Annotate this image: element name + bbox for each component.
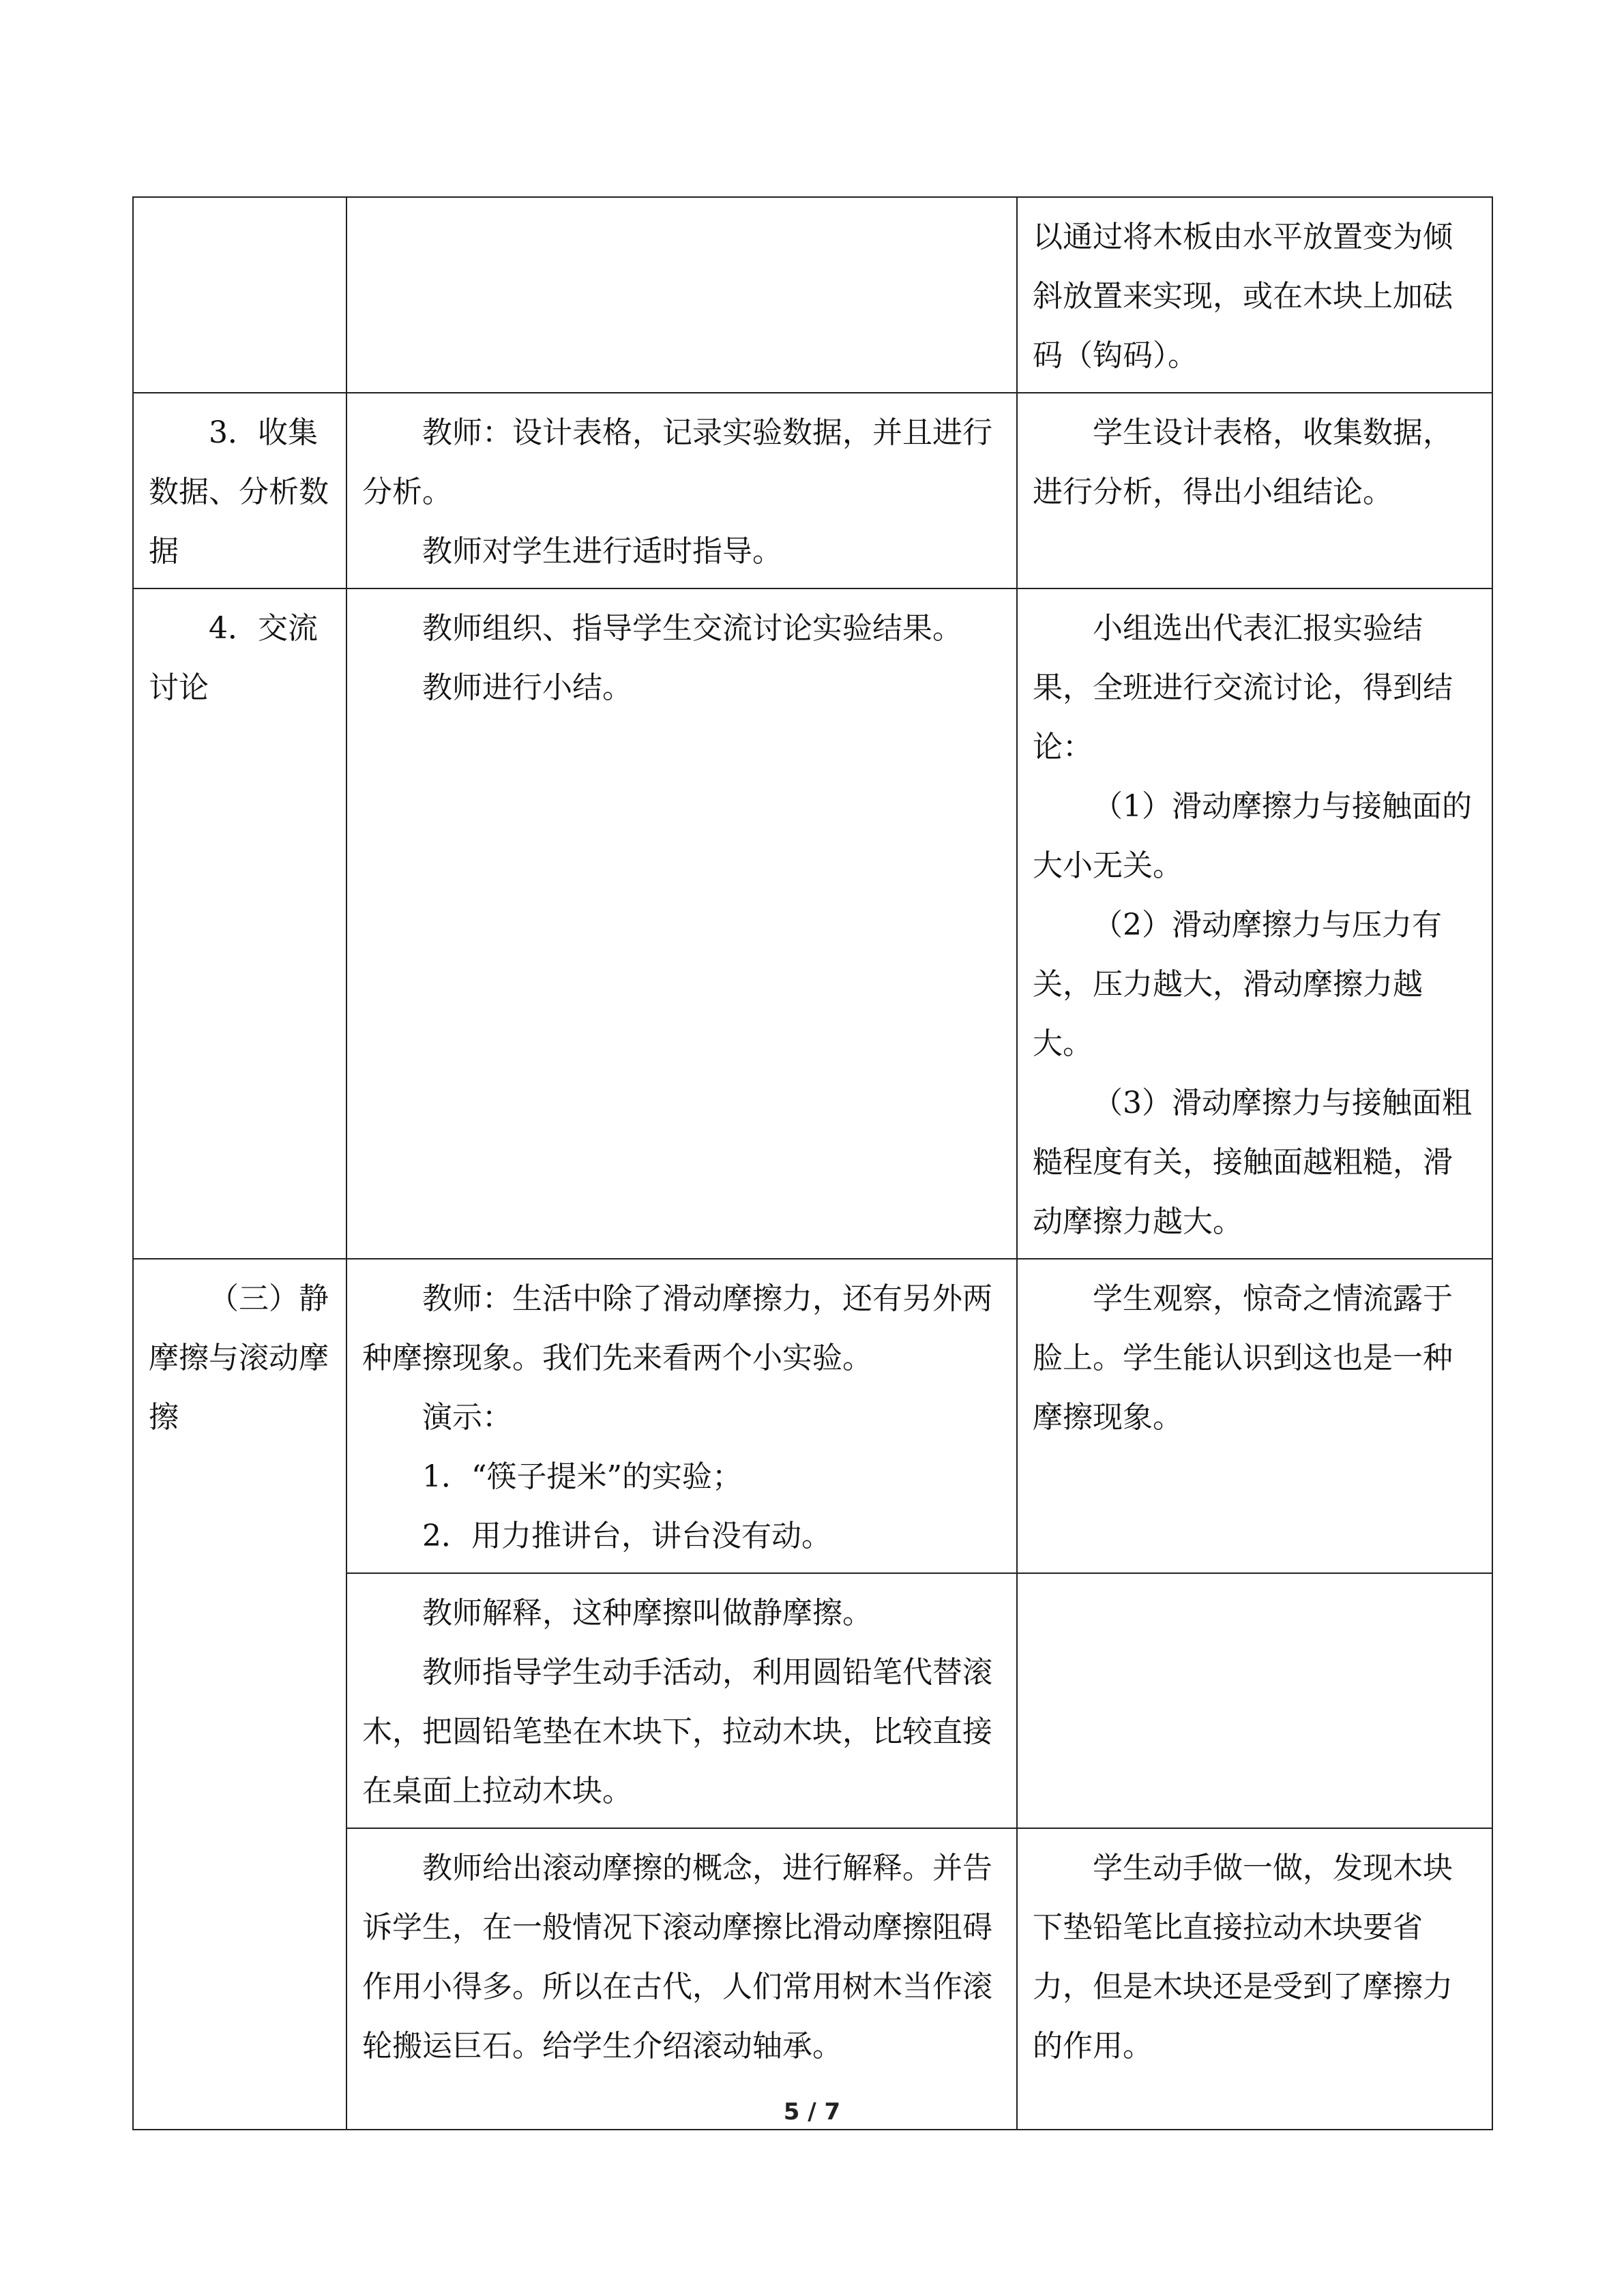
teacher-activity-cell <box>346 197 1017 393</box>
stage-cell <box>133 588 346 1259</box>
paragraph: 教师组织、指导学生交流讨论实验结果。 <box>422 611 962 646</box>
student-activity-cell <box>1017 393 1492 588</box>
stage-label: 3．收集数据、分析数据 <box>149 415 329 569</box>
page-number: 5 / 7 <box>783 2098 841 2126</box>
paragraph: 教师：设计表格，记录实验数据，并且进行分析。 <box>362 415 992 509</box>
student-activity-cell <box>1017 1259 1492 1573</box>
lesson-plan-table <box>132 196 1493 2130</box>
teacher-activity-cell <box>346 588 1017 1259</box>
table-row <box>133 588 1492 1259</box>
table-row <box>133 1259 1492 1573</box>
student-activity-cell <box>1017 1828 1492 2130</box>
stage-cell <box>133 197 346 393</box>
paragraph: （2）滑动摩擦力与压力有关，压力越大，滑动摩擦力越大。 <box>1033 908 1442 1061</box>
paragraph: （3）滑动摩擦力与接触面粗糙程度有关，接触面越粗糙，滑动摩擦力越大。 <box>1033 1086 1472 1239</box>
paragraph: 教师指导学生动手活动，利用圆铅笔代替滚木，把圆铅笔垫在木块下，拉动木块，比较直接在桌面上拉动木块。 <box>362 1655 992 1808</box>
paragraph: 学生设计表格，收集数据，进行分析，得出小组结论。 <box>1033 415 1453 509</box>
paragraph: 教师解释，这种摩擦叫做静摩擦。 <box>422 1596 872 1630</box>
stage-label: （三）静摩擦与滚动摩擦 <box>149 1281 329 1435</box>
paragraph: 2．用力推讲台，讲台没有动。 <box>422 1519 831 1553</box>
stage-label: 4．交流讨论 <box>149 611 318 705</box>
table-row <box>133 197 1492 393</box>
teacher-activity-cell <box>346 1828 1017 2130</box>
paragraph: 教师：生活中除了滑动摩擦力，还有另外两种摩擦现象。我们先来看两个小实验。 <box>362 1281 992 1375</box>
student-activity-cell <box>1017 197 1492 393</box>
table-row <box>133 393 1492 588</box>
paragraph: 1．“筷子提米”的实验； <box>422 1459 742 1494</box>
paragraph: 教师对学生进行适时指导。 <box>422 534 782 569</box>
stage-cell <box>133 393 346 588</box>
teacher-activity-cell <box>346 1259 1017 1573</box>
paragraph: 学生动手做一做，发现木块下垫铅笔比直接拉动木块要省力，但是木块还是受到了摩擦力的作用。 <box>1033 1851 1453 2063</box>
teacher-activity-cell <box>346 1573 1017 1828</box>
stage-cell <box>133 1259 346 2130</box>
paragraph: 演示： <box>422 1400 512 1435</box>
paragraph: 小组选出代表汇报实验结果，全班进行交流讨论，得到结论： <box>1033 611 1453 764</box>
teacher-activity-cell <box>346 393 1017 588</box>
paragraph: 以通过将木板由水平放置变为倾斜放置来实现，或在木块上加砝码（钩码）。 <box>1033 220 1453 373</box>
student-activity-cell <box>1017 1573 1492 1828</box>
paragraph: 教师给出滚动摩擦的概念，进行解释。并告诉学生，在一般情况下滚动摩擦比滑动摩擦阻碍作用小得多。所以在古代，人们常用树木当作滚轮搬运巨石。给学生介绍滚动轴承。 <box>362 1851 992 2063</box>
paragraph: （1）滑动摩擦力与接触面的大小无关。 <box>1033 789 1472 883</box>
student-activity-cell <box>1017 588 1492 1259</box>
paragraph: 教师进行小结。 <box>422 670 632 705</box>
paragraph: 学生观察，惊奇之情流露于脸上。学生能认识到这也是一种摩擦现象。 <box>1033 1281 1453 1435</box>
